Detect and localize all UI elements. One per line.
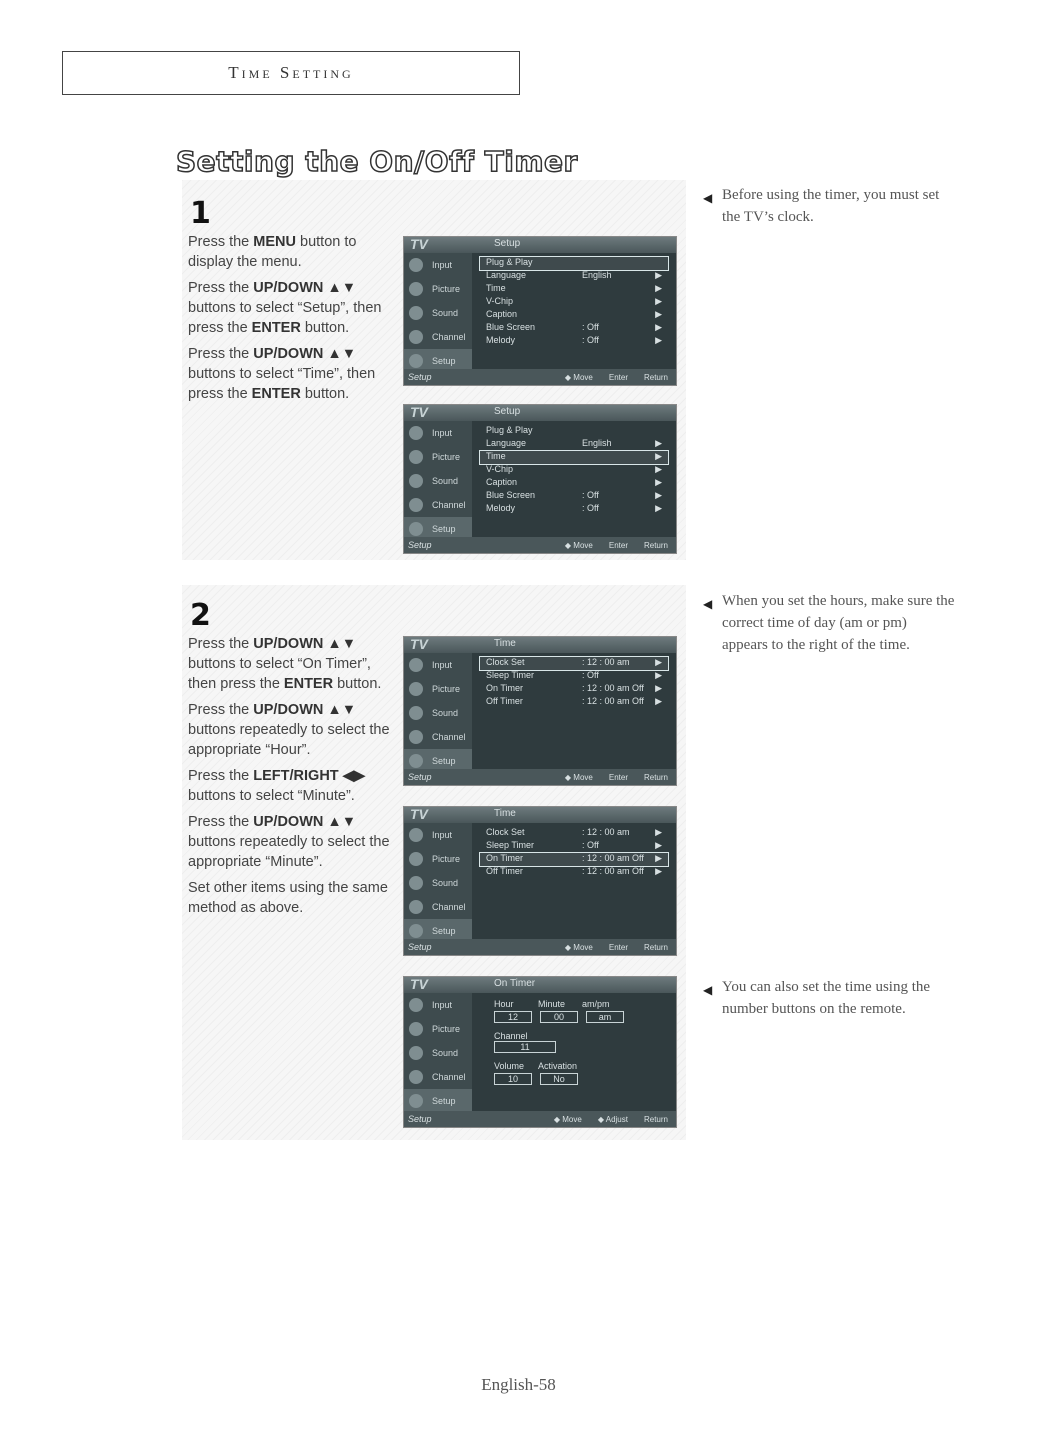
channel-label: Channel <box>494 1031 528 1041</box>
tv-label: TV <box>410 976 428 992</box>
tv-footer: Setup ◆ Move ◆ Adjust Return <box>404 1111 676 1127</box>
tv-menu-heading: Setup <box>494 238 521 249</box>
tv-menu-list <box>480 257 668 348</box>
on-timer-fields <box>494 999 624 1093</box>
tv-side-menu <box>404 653 472 769</box>
tv-side-item: Picture <box>404 277 472 301</box>
tv-side-item: Setup <box>404 517 472 541</box>
tv-menu-row: On Timer : 12 : 00 am Off ▶ <box>480 853 668 866</box>
tv-label: TV <box>410 636 428 652</box>
arrow-left-icon: ◀ <box>703 597 713 611</box>
tv-menu-row: Caption ▶ <box>486 309 662 319</box>
tv-menu-row: Blue Screen : Off ▶ <box>486 322 662 332</box>
step-1-instruction: Press the UP/DOWN ▲▼ buttons to select “Time”, then press the ENTER button. <box>188 346 376 402</box>
hour-field: 12 <box>494 1011 532 1023</box>
tv-menu-row: Off Timer : 12 : 00 am Off ▶ <box>486 866 662 876</box>
ampm-label: am/pm <box>582 999 610 1009</box>
tv-menu-row: Caption ▶ <box>486 477 662 487</box>
tv-side-item: Picture <box>404 677 472 701</box>
note-clock: ◀ Before using the timer, you must set the TV’s clock. <box>703 187 940 225</box>
step-2-instruction: Press the UP/DOWN ▲▼ buttons to select “On Timer”, then press the ENTER button. <box>188 636 382 692</box>
tv-footer: Setup ◆ Move Enter Return <box>404 537 676 553</box>
tv-menu-row: Language English ▶ <box>486 438 662 448</box>
tv-menu-row: Sleep Timer : Off ▶ <box>486 670 662 680</box>
step-2-instructions <box>188 634 398 924</box>
activation-label: Activation <box>538 1061 578 1071</box>
tv-menu-list <box>480 425 668 516</box>
note-number-buttons: ◀ You can also set the time using the number buttons on the remote. <box>703 979 931 1017</box>
minute-field: 00 <box>540 1011 578 1023</box>
tv-menu-heading: On Timer <box>494 978 536 989</box>
tv-side-menu <box>404 421 472 537</box>
tv-side-item: Setup <box>404 1089 472 1113</box>
tv-side-item: Channel <box>404 895 472 919</box>
tv-menu-row: Blue Screen : Off ▶ <box>486 490 662 500</box>
tv-side-item: Setup <box>404 749 472 773</box>
tv-menu-row: Sleep Timer : Off ▶ <box>486 840 662 850</box>
volume-field: 10 <box>494 1073 532 1085</box>
tv-screen-time-menu <box>403 636 677 786</box>
tv-menu-row: Clock Set : 12 : 00 am ▶ <box>486 827 662 837</box>
tv-label: TV <box>410 806 428 822</box>
tv-side-menu <box>404 993 472 1111</box>
tv-menu-row: Time ▶ <box>480 451 668 464</box>
note-am-pm: ◀ When you set the hours, make sure the correct time of day (am or pm) appears to the right of the time. <box>703 593 955 653</box>
tv-menu-row: Melody : Off ▶ <box>486 503 662 513</box>
tv-menu-list <box>480 827 668 879</box>
tv-menu-row: Clock Set : 12 : 00 am ▶ <box>480 657 668 670</box>
tv-side-menu <box>404 823 472 939</box>
tv-side-item: Input <box>404 993 472 1017</box>
tv-side-item: Setup <box>404 349 472 373</box>
tv-menu-row: Plug & Play <box>480 257 668 270</box>
tv-label: TV <box>410 236 428 252</box>
tv-menu-heading: Setup <box>494 406 521 417</box>
step-1-instruction: Press the UP/DOWN ▲▼ buttons to select “Setup”, then press the ENTER button. <box>188 280 382 336</box>
step-2-instruction: Press the UP/DOWN ▲▼ buttons repeatedly to select the appropriate “Hour”. <box>188 702 390 758</box>
tv-side-item: Channel <box>404 725 472 749</box>
minute-label: Minute <box>538 999 566 1009</box>
step-2-instruction: Press the UP/DOWN ▲▼ buttons repeatedly to select the appropriate “Minute”. <box>188 814 390 870</box>
tv-menu-row: Time ▶ <box>486 283 662 293</box>
tv-side-item: Sound <box>404 469 472 493</box>
tv-side-item: Picture <box>404 1017 472 1041</box>
tv-side-item: Setup <box>404 919 472 943</box>
tv-screen-setup-time-selected <box>403 404 677 554</box>
tv-footer: Setup ◆ Move Enter Return <box>404 939 676 955</box>
hour-label: Hour <box>494 999 514 1009</box>
tv-menu-row: Melody : Off ▶ <box>486 335 662 345</box>
tv-side-item: Sound <box>404 871 472 895</box>
tv-menu-row: V-Chip ▶ <box>486 296 662 306</box>
tv-side-item: Input <box>404 823 472 847</box>
tv-side-item: Channel <box>404 1065 472 1089</box>
tv-menu-heading: Time <box>494 808 516 819</box>
volume-label: Volume <box>494 1061 525 1071</box>
step-1-number: 1 <box>190 196 211 231</box>
tv-side-item: Picture <box>404 847 472 871</box>
tv-menu-row: On Timer : 12 : 00 am Off ▶ <box>486 683 662 693</box>
activation-field: No <box>540 1073 578 1085</box>
ampm-field: am <box>586 1011 624 1023</box>
tv-side-item: Channel <box>404 325 472 349</box>
tv-side-item: Picture <box>404 445 472 469</box>
tv-footer: Setup ◆ Move Enter Return <box>404 369 676 385</box>
step-2-number: 2 <box>190 598 211 633</box>
tv-side-item: Input <box>404 421 472 445</box>
step-2-instruction: Press the LEFT/RIGHT ◀▶ buttons to select “Minute”. <box>188 768 365 804</box>
tv-menu-list <box>480 657 668 709</box>
section-header <box>62 51 520 95</box>
tv-menu-row: V-Chip ▶ <box>486 464 662 474</box>
tv-side-menu <box>404 253 472 369</box>
tv-menu-row: Language English ▶ <box>486 270 662 280</box>
page-title: Setting the On/Off Timer <box>176 145 578 178</box>
tv-side-item: Input <box>404 653 472 677</box>
arrow-left-icon: ◀ <box>703 191 713 205</box>
tv-menu-row: Off Timer : 12 : 00 am Off ▶ <box>486 696 662 706</box>
arrow-left-icon: ◀ <box>703 983 713 997</box>
tv-side-item: Input <box>404 253 472 277</box>
section-title: Time Setting <box>228 63 354 82</box>
step-1-instruction: Press the MENU button to display the menu. <box>188 234 357 270</box>
tv-side-item: Sound <box>404 301 472 325</box>
page-number: English-58 <box>481 1375 556 1394</box>
channel-field: 11 <box>494 1041 556 1053</box>
tv-menu-row: Plug & Play <box>486 425 533 435</box>
tv-side-item: Channel <box>404 493 472 517</box>
step-2-instruction: Set other items using the same method as above. <box>188 880 388 916</box>
tv-screen-on-timer <box>403 976 677 1128</box>
tv-menu-heading: Time <box>494 638 516 649</box>
tv-footer: Setup ◆ Move Enter Return <box>404 769 676 785</box>
tv-side-item: Sound <box>404 701 472 725</box>
tv-screen-setup-menu <box>403 236 677 386</box>
tv-label: TV <box>410 404 428 420</box>
tv-side-item: Sound <box>404 1041 472 1065</box>
step-1-instructions <box>188 232 398 410</box>
tv-screen-time-on-timer-selected <box>403 806 677 956</box>
